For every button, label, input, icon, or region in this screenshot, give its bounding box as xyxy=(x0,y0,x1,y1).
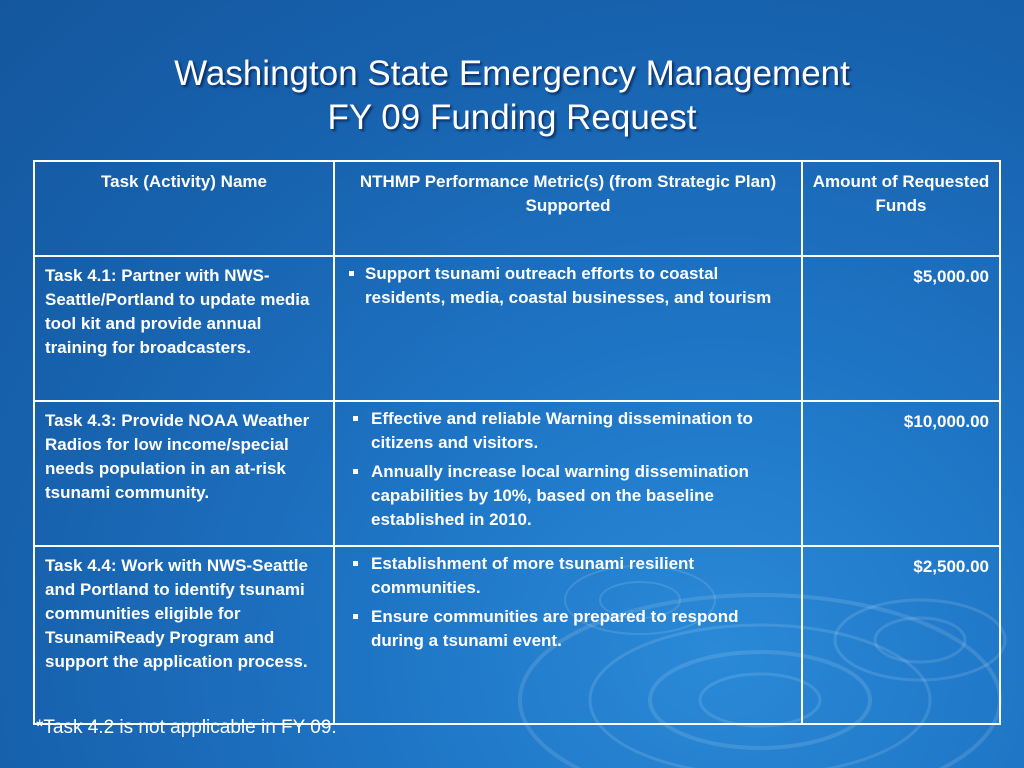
task-cell: Task 4.4: Work with NWS-Seattle and Portland to identify tsunami communities eligible for TsunamiReady Program and support the application process. xyxy=(34,546,334,724)
task-cell: Task 4.3: Provide NOAA Weather Radios for low income/special needs population in an at-risk tsunami community. xyxy=(34,401,334,546)
metric-list xyxy=(343,407,793,532)
metric-item: Effective and reliable Warning dissemination to citizens and visitors. xyxy=(343,407,793,455)
slide-title xyxy=(0,52,1024,140)
title-line-2: FY 09 Funding Request xyxy=(327,98,697,137)
amount-cell: $5,000.00 xyxy=(802,256,1000,401)
metric-item: Ensure communities are prepared to respond during a tsunami event. xyxy=(343,605,793,653)
metric-item: Support tsunami outreach efforts to coastal residents, media, coastal businesses, and tourism xyxy=(343,262,793,310)
amount-cell: $10,000.00 xyxy=(802,401,1000,546)
metric-list xyxy=(343,262,793,310)
metric-cell xyxy=(334,401,802,546)
funding-request-table xyxy=(33,160,1001,725)
metric-list xyxy=(343,552,793,653)
table-row xyxy=(34,401,1000,546)
metric-item: Establishment of more tsunami resilient communities. xyxy=(343,552,793,600)
task-cell: Task 4.1: Partner with NWS-Seattle/Portland to update media tool kit and provide annual training for broadcasters. xyxy=(34,256,334,401)
metric-cell xyxy=(334,256,802,401)
header-requested-amount: Amount of Requested Funds xyxy=(802,161,1000,256)
table-row xyxy=(34,546,1000,724)
table-row xyxy=(34,256,1000,401)
header-task-name: Task (Activity) Name xyxy=(34,161,334,256)
amount-cell: $2,500.00 xyxy=(802,546,1000,724)
header-performance-metric: NTHMP Performance Metric(s) (from Strategic Plan) Supported xyxy=(334,161,802,256)
table-header-row xyxy=(34,161,1000,256)
metric-cell xyxy=(334,546,802,724)
metric-item: Annually increase local warning dissemination capabilities by 10%, based on the baseline established in 2010. xyxy=(343,460,793,532)
footnote: *Task 4.2 is not applicable in FY 09. xyxy=(36,717,337,738)
title-line-1: Washington State Emergency Management xyxy=(174,54,850,93)
